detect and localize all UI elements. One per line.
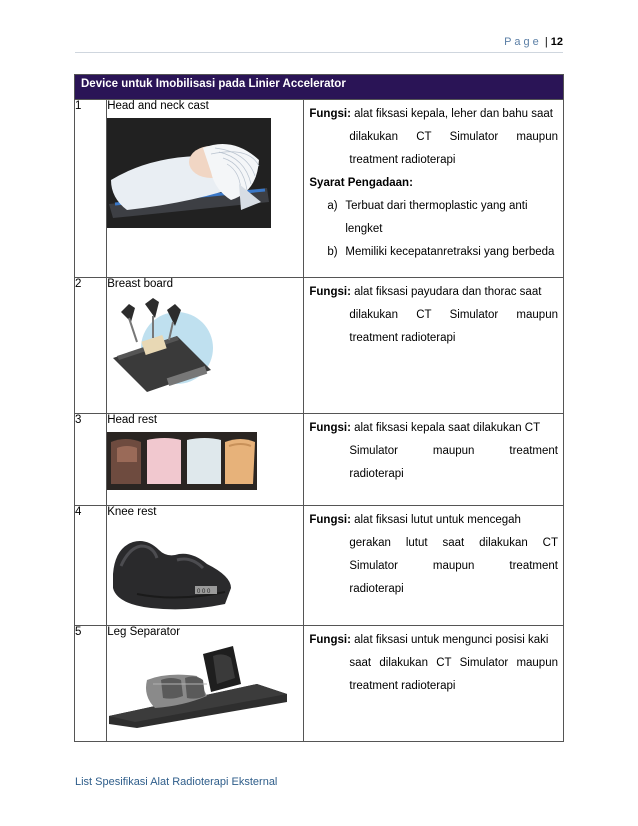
row-number: 2	[75, 278, 107, 414]
syarat-text: Memiliki kecepatanretraksi yang berbeda	[345, 246, 555, 258]
description-cell	[304, 506, 564, 626]
device-name: Leg Separator	[107, 626, 181, 638]
syarat-item	[309, 195, 558, 241]
device-table	[74, 74, 564, 742]
syarat-text: Terbuat dari thermoplastic yang anti	[345, 200, 528, 212]
table-row	[75, 506, 564, 626]
syarat-marker: b)	[327, 246, 338, 258]
page-footer: List Spesifikasi Alat Radioterapi Eksternal	[75, 776, 278, 788]
device-cell	[107, 278, 304, 414]
fungsi-text: dilakukan CT Simulator maupun	[349, 309, 558, 321]
table-row	[75, 100, 564, 278]
leg-separator-image	[107, 644, 289, 728]
page-separator: |	[544, 36, 548, 48]
table-row	[75, 278, 564, 414]
fungsi-text: radioterapi	[349, 583, 404, 595]
fungsi-text: dilakukan CT Simulator maupun	[349, 131, 558, 143]
fungsi-text: alat fiksasi lutut untuk mencegah	[354, 514, 521, 526]
fungsi-text: Simulator maupun treatment	[349, 560, 558, 572]
fungsi-text: radioterapi	[349, 468, 404, 480]
fungsi-label: Fungsi:	[309, 108, 351, 120]
fungsi-label: Fungsi:	[309, 634, 351, 646]
syarat-label: Syarat Pengadaan:	[309, 177, 413, 189]
fungsi-text: gerakan lutut saat dilakukan CT	[349, 537, 558, 549]
description-cell	[304, 626, 564, 742]
syarat-item	[309, 241, 558, 264]
row-number: 5	[75, 626, 107, 742]
description-cell	[304, 278, 564, 414]
device-cell	[107, 506, 304, 626]
head-neck-cast-image	[107, 118, 271, 228]
device-name: Knee rest	[107, 506, 157, 518]
device-cell	[107, 100, 304, 278]
fungsi-label: Fungsi:	[309, 422, 351, 434]
page-number-value: 12	[550, 36, 563, 48]
fungsi-label: Fungsi:	[309, 514, 351, 526]
fungsi-text: Simulator maupun treatment	[349, 445, 558, 457]
syarat-text: lengket	[345, 223, 383, 235]
fungsi-text: saat dilakukan CT Simulator maupun	[349, 657, 558, 669]
fungsi-text: alat fiksasi payudara dan thorac saat	[354, 286, 542, 298]
fungsi-text: alat fiksasi kepala saat dilakukan CT	[354, 422, 541, 434]
device-cell	[107, 626, 304, 742]
fungsi-text: alat fiksasi untuk mengunci posisi kaki	[354, 634, 549, 646]
head-rest-image	[107, 432, 257, 490]
row-number: 3	[75, 414, 107, 506]
fungsi-text: alat fiksasi kepala, leher dan bahu saat	[354, 108, 553, 120]
fungsi-text: treatment radioterapi	[349, 154, 456, 166]
table-row	[75, 414, 564, 506]
device-name: Breast board	[107, 278, 174, 290]
row-number: 1	[75, 100, 107, 278]
fungsi-text: treatment radioterapi	[349, 680, 456, 692]
description-cell	[304, 414, 564, 506]
table-row	[75, 626, 564, 742]
description-cell	[304, 100, 564, 278]
table-header-row	[75, 75, 564, 100]
fungsi-text: treatment radioterapi	[349, 332, 456, 344]
knee-rest-image	[107, 524, 237, 612]
fungsi-label: Fungsi:	[309, 286, 351, 298]
header-rule	[75, 52, 563, 53]
page-label: Page	[504, 36, 542, 48]
syarat-marker: a)	[327, 200, 338, 212]
row-number: 4	[75, 506, 107, 626]
device-name: Head and neck cast	[107, 100, 209, 112]
breast-board-image	[107, 296, 217, 392]
device-cell	[107, 414, 304, 506]
device-name: Head rest	[107, 414, 158, 426]
page-number	[504, 36, 563, 48]
table-header: Device untuk Imobilisasi pada Linier Accelerator	[75, 75, 564, 100]
svg-text:0 0 0: 0 0 0	[197, 589, 211, 595]
